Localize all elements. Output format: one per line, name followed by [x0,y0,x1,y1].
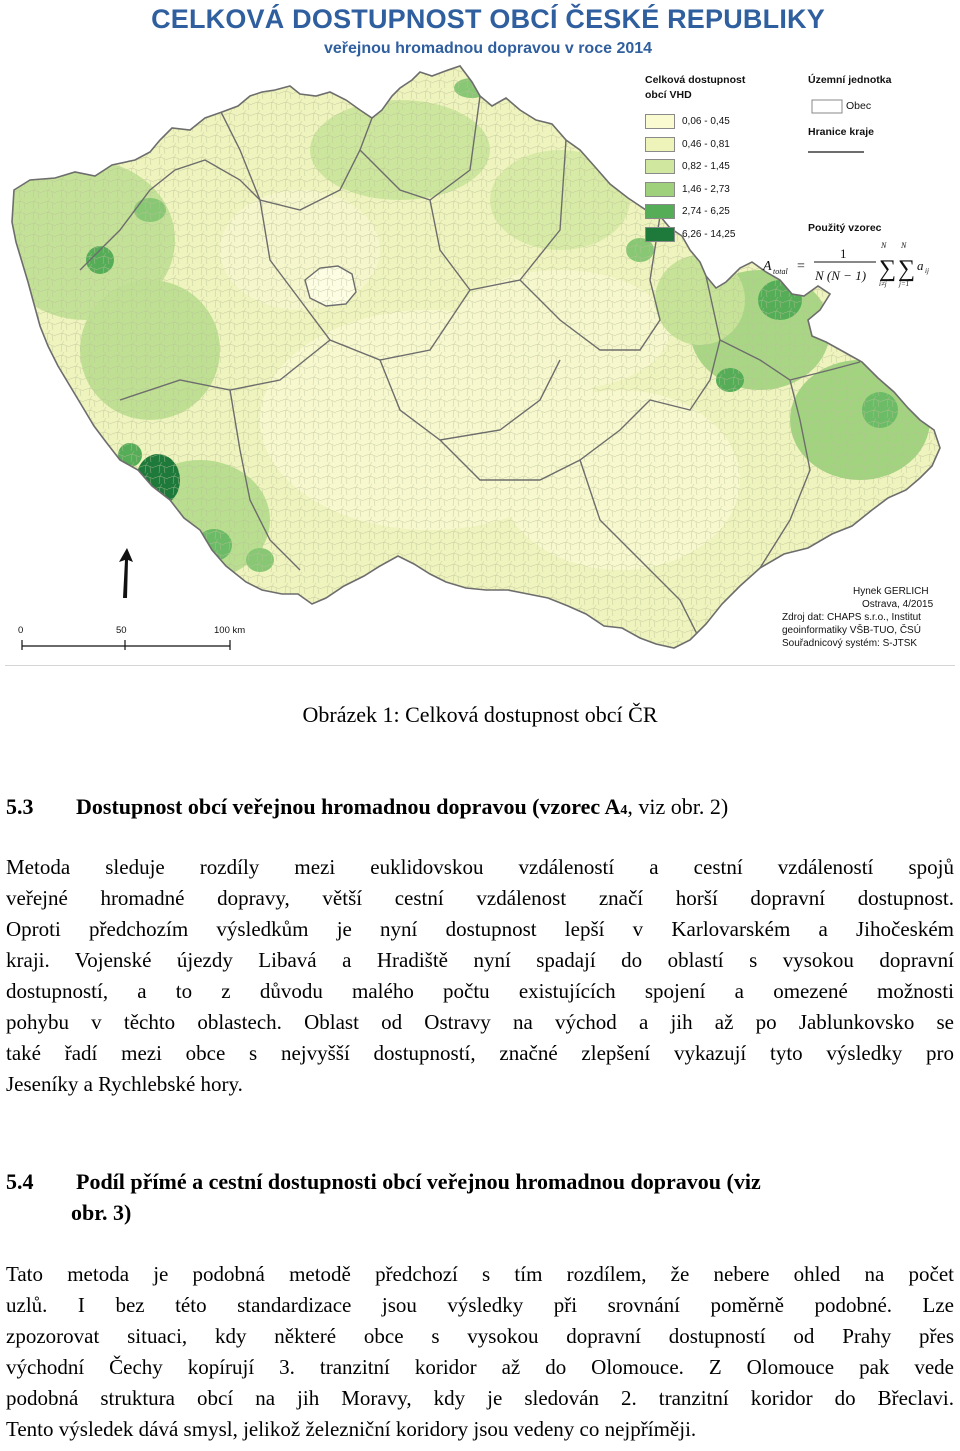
legend-units-heading: Územní jednotka [808,74,892,86]
credit-source-2: geoinformatiky VŠB-TUO, ČSÚ [782,625,921,636]
scale-label-zero: 0 [18,625,24,636]
svg-text:i≠j: i≠j [879,280,887,288]
svg-text:∑: ∑ [898,256,916,282]
legend-unit-municipality: Obec [846,100,872,112]
map-figure [0,0,960,665]
section-title: Dostupnost obcí veřejnou hromadnou dopravou (vzorec A [76,794,621,819]
svg-text:N: N [901,241,907,250]
svg-text:j=1: j=1 [899,280,910,288]
legend-class-label: 2,74 - 6,25 [682,206,730,217]
paragraph-line: Jeseníky a Rychlebské hory. [6,1072,243,1096]
legend-class-label: 0,46 - 0,81 [682,138,730,150]
paragraph-line: Tento výsledek dává smysl, jelikož železniční koridory jsou vedeny co nejpříměji. [6,1417,697,1441]
svg-text:ij: ij [925,267,929,275]
section-5-4-paragraph [6,1259,954,1445]
scale-bar [22,640,230,650]
legend-swatch [645,159,675,174]
legend-swatch [645,137,675,152]
svg-text:1: 1 [840,246,847,261]
paragraph-line: kraji. Vojenské újezdy Libavá a Hradiště nyní spadají do oblastí s vysokou dopravní [6,948,954,972]
section-number: 5.4 [6,1169,34,1194]
choropleth-map [0,0,960,665]
credit-date: Ostrava, 4/2015 [862,599,934,610]
credit-author: Hynek GERLICH [853,586,929,597]
svg-text:total: total [773,267,788,276]
svg-text:A: A [763,259,772,274]
paragraph-line: zpozorovat situaci, kdy některé obce s vysokou dopravní dostupností od Prahy přes [6,1324,954,1348]
section-5-3-paragraph [6,852,954,1100]
formula [762,241,929,288]
paragraph-line: pohybu v těchto oblastech. Oblast od Ostravy na východ a jih až po Jablunkovsko se [6,1010,954,1034]
svg-text:∑: ∑ [879,256,897,282]
paragraph-line: východní Čechy kopírují 3. tranzitní koridor až do Olomouce. Z Olomouce pak vede [6,1355,954,1379]
legend-swatch [645,114,675,129]
paragraph-line: uzlů. I bez této standardizace jsou výsledky při srovnání poměrně podobné. Lze [6,1293,954,1317]
figure-divider [5,665,955,666]
legend-region-border: Hranice kraje [808,126,874,138]
paragraph-line: podobná struktura obcí na jih Moravy, kdy je sledován 2. tranzitní koridor do Břeclavi. [6,1386,954,1410]
legend-swatch [645,227,675,242]
paragraph-line: dostupností, a to z důvodu malého počtu existujících spojení a omezené možnosti [6,979,954,1003]
legend-swatch [645,182,675,197]
legend-swatch [645,204,675,219]
section-heading-5-4 [6,1166,951,1228]
section-title-subscript: 4 [620,803,628,818]
map-title: CELKOVÁ DOSTUPNOST OBCÍ ČESKÉ REPUBLIKY [151,4,825,34]
section-title-tail: , viz obr. 2) [627,794,729,819]
section-number: 5.3 [6,794,34,819]
legend-heading-line2: obcí VHD [645,89,692,101]
paragraph-line: Metoda sleduje rozdíly mezi euklidovskou vzdáleností a cestní vzdáleností spojů [6,855,954,879]
section-heading-5-3 [6,791,951,826]
legend-heading-line1: Celková dostupnost [645,74,746,86]
paragraph-line: Tato metoda je podobná metodě předchozí s tím rozdílem, že nebere ohled na počet [6,1262,954,1286]
legend-formula-heading: Použitý vzorec [808,222,882,234]
figure-caption: Obrázek 1: Celková dostupnost obcí ČR [302,702,658,727]
map-subtitle: veřejnou hromadnou dopravou v roce 2014 [323,40,653,57]
section-title-line1: Podíl přímé a cestní dostupnosti obcí veřejnou hromadnou dopravou (viz [76,1169,761,1194]
legend-class-label: 0,82 - 1,45 [682,161,730,172]
credit-crs: Souřadnicový systém: S-JTSK [782,638,918,649]
svg-text:N (N − 1): N (N − 1) [815,268,867,283]
credit-source-1: Zdroj dat: CHAPS s.r.o., Institut [782,612,921,623]
scale-label-fifty: 50 [116,625,127,636]
svg-text:=: = [797,259,805,274]
legend-class-label: 6,26 - 14,25 [682,228,736,240]
legend-class-label: 1,46 - 2,73 [682,183,730,195]
svg-text:a: a [917,258,924,273]
scale-label-hundred: 100 km [214,625,246,636]
svg-text:N: N [881,241,887,250]
north-arrow-icon [119,548,133,598]
legend-class-label: 0,06 - 0,45 [682,116,730,127]
paragraph-line: veřejné hromadné dopravy, větší cestní vzdálenost značí horší dopravní dostupnost. [6,886,954,910]
section-title-line2: obr. 3) [71,1200,132,1225]
paragraph-line: Oproti předchozím výsledkům je nyní dostupnost lepší v Karlovarském a Jihočeském [6,917,954,941]
paragraph-line: také řadí mezi obce s nejvyšší dostupností, značné zlepšení vykazují tyto výsledky pro [6,1041,954,1065]
